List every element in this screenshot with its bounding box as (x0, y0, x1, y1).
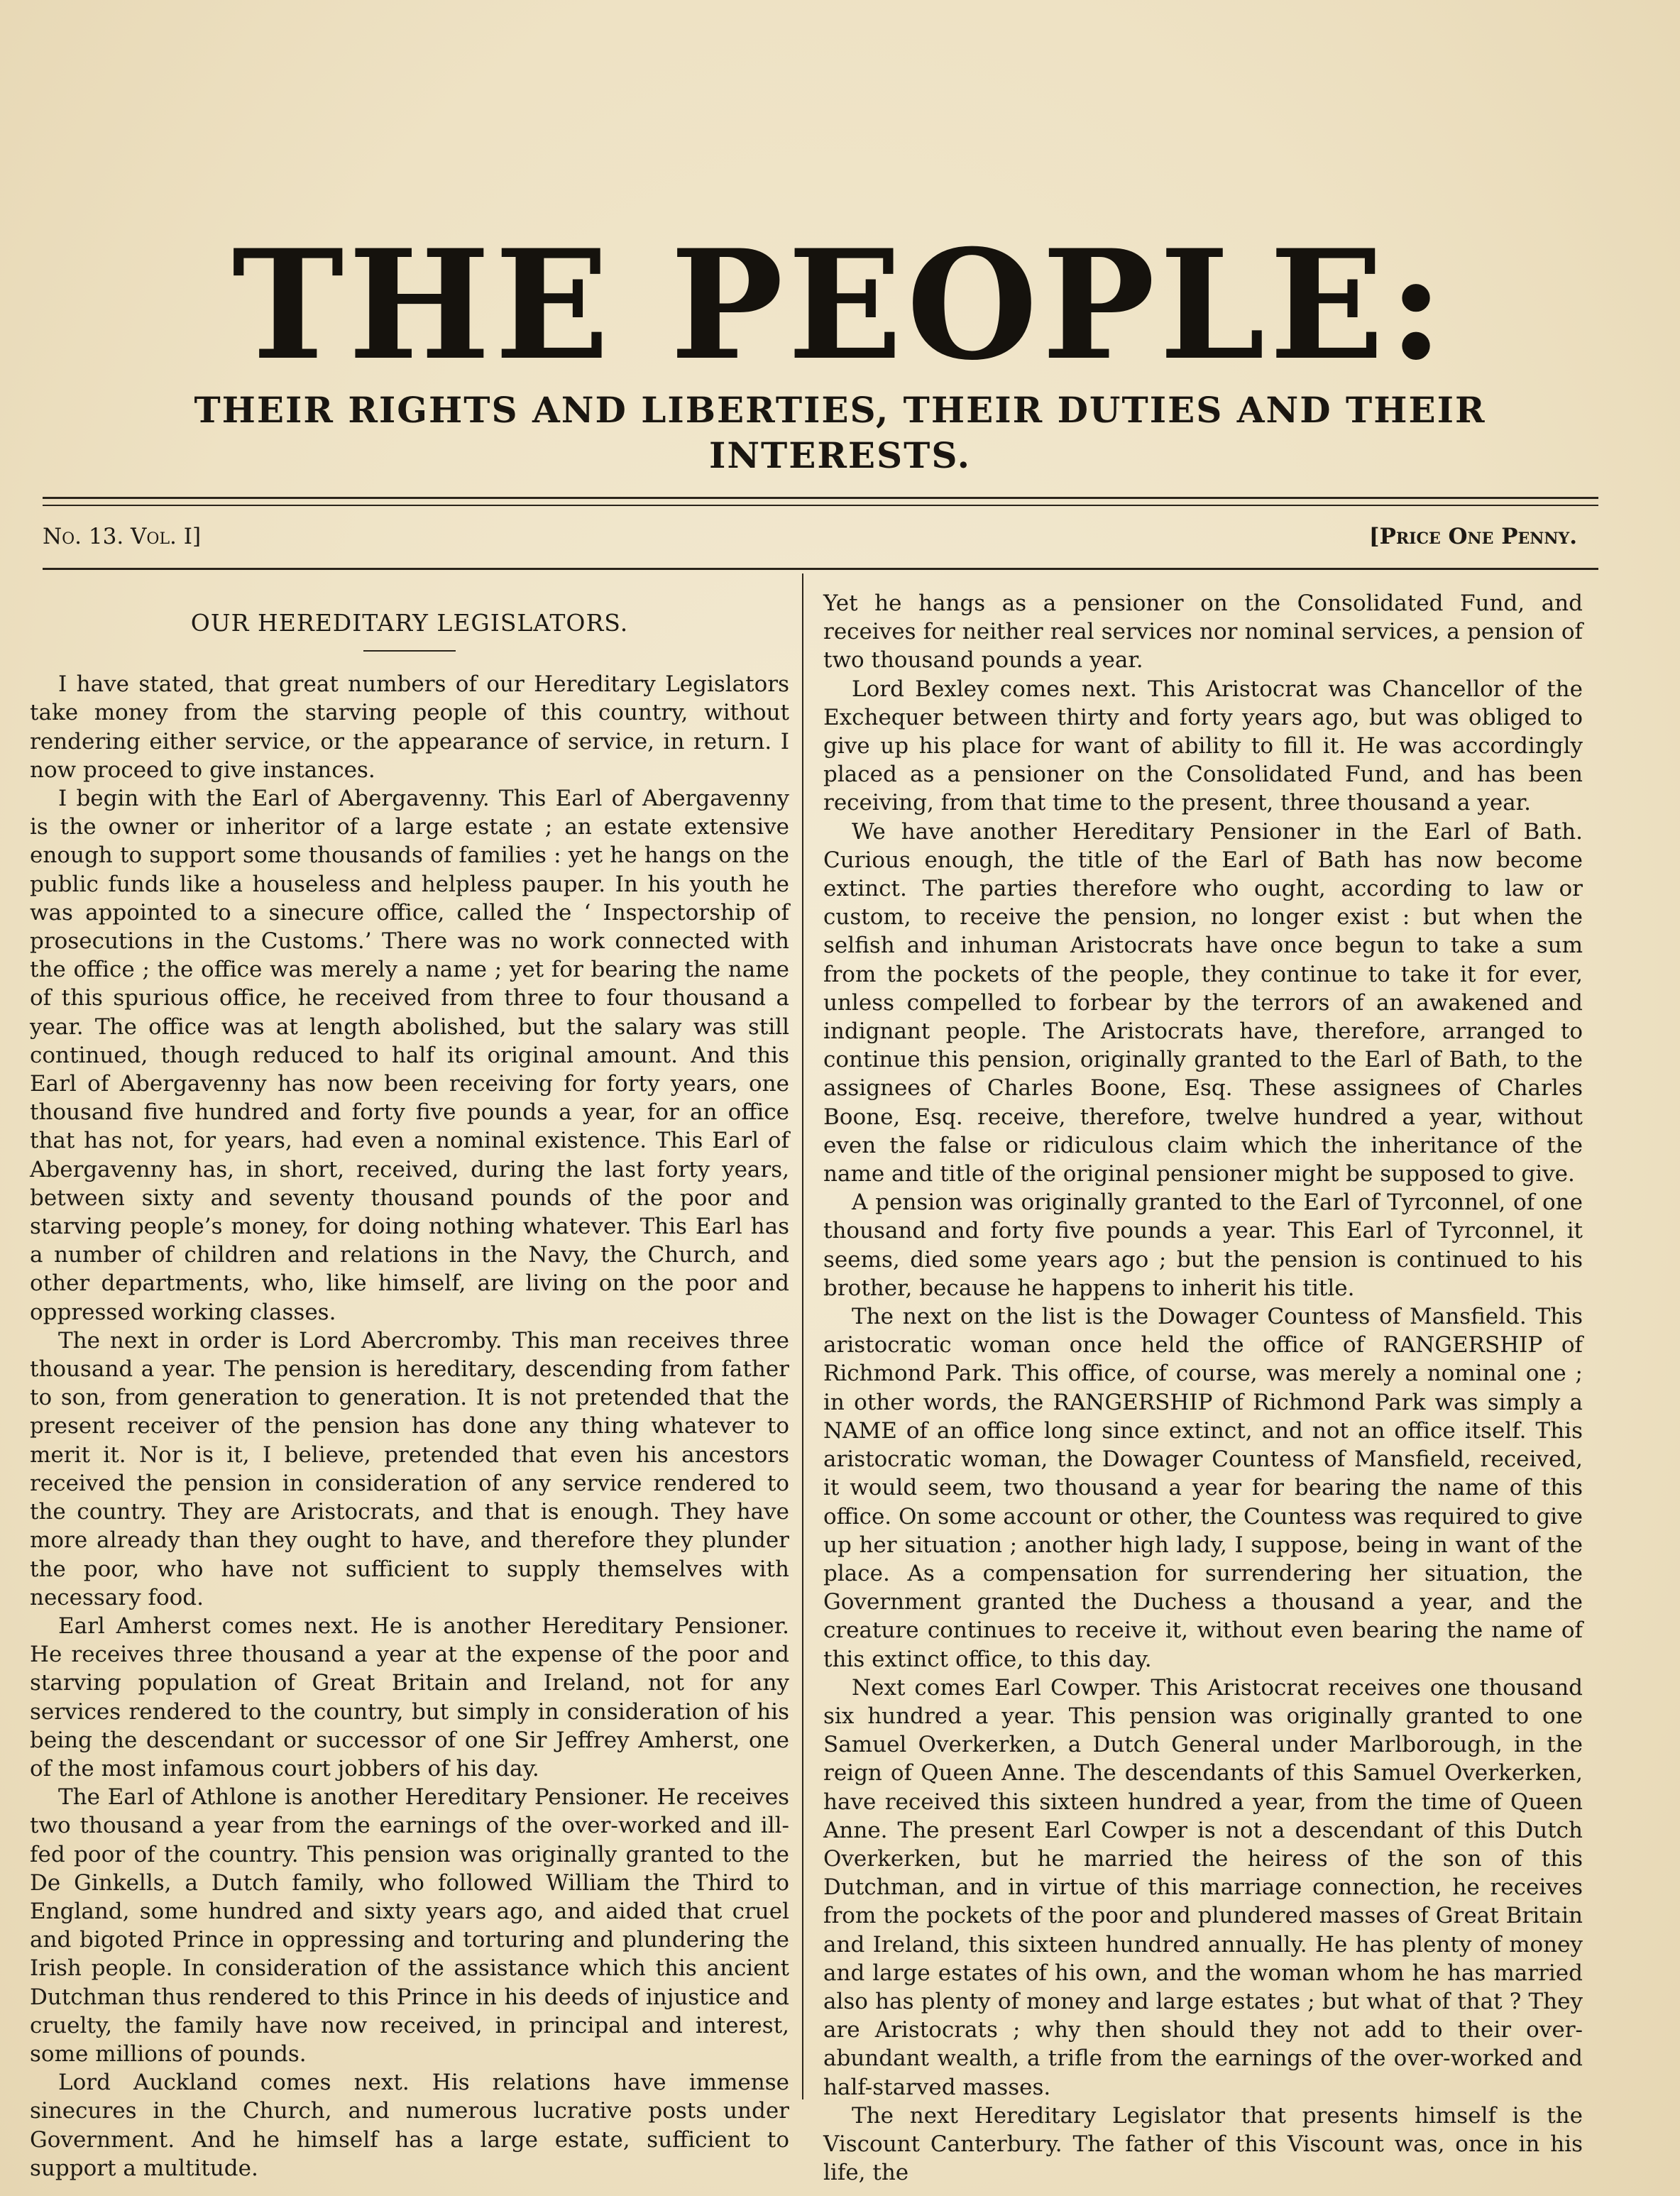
newspaper-subtitle: THEIR RIGHTS AND LIBERTIES, THEIR DUTIES AND THEIR INTERESTS. (194, 389, 1486, 476)
paragraph: The next Hereditary Legislator that presents himself is the Viscount Canterbury. The father of this Viscount was, once in his life, the (823, 2102, 1583, 2186)
issue-line (43, 517, 1598, 559)
masthead-double-rule (43, 497, 1598, 506)
column-divider (802, 573, 803, 2099)
issue-number: No. 13. Vol. I] (43, 524, 202, 549)
issue-rule (43, 568, 1598, 570)
paragraph: The Earl of Athlone is another Hereditary Pensioner. He receives two thousand a year from the earnings of the over-worked and ill-fed poor of the country. This pension was originally granted to the De Ginkells, a Dutch family, who followed William the Third to England, some hundred and sixty years ago, and aided that cruel and bigoted Prince in oppressing and torturing and plundering the Irish people. In consideration of the assistance which this ancient Dutchman thus rendered to this Prince in his deeds of injustice and cruelty, the family have now received, in principal and interest, some millions of pounds. (30, 1784, 789, 2067)
paragraph: Next comes Earl Cowper. This Aristocrat receives one thousand six hundred a year. This pension was originally granted to one Samuel Overkerken, a Dutch General under Marlborough, in the reign of Queen Anne. The descendants of this Samuel Overkerken, have received this sixteen hundred a year, from the time of Queen Anne. The present Earl Cowper is not a descendant of this Dutch Overkerken, but he married the heiress of the son of this Dutchman, and in virtue of this marriage connection, he receives from the pockets of the poor and plundered masses of Great Britain and Ireland, this sixteen hundred annually. He has plenty of money and large estates of his own, and the woman whom he has married also has plenty of money and large estates ; but what of that ? They are Aristocrats ; why then should they not add to their over-abundant wealth, a trifle from the earnings of the over-worked and half-starved masses. (823, 1674, 1583, 2100)
paragraph: I begin with the Earl of Abergavenny. This Earl of Abergavenny is the owner or inheritor of a large estate ; an estate extensive enough to support some thousands of families : yet he hangs on the public funds like a houseless and helpless pauper. In his youth he was appointed to a sinecure office, called the ‘ Inspectorship of prosecutions in the Customs.’ There was no work connected with the office ; the office was merely a name ; yet for bearing the name of this spurious office, he received from three to four thousand a year. The office was at length abolished, but the salary was still continued, though reduced to half its original amount. And this Earl of Abergavenny has now been receiving for forty years, one thousand five hundred and forty five pounds a year, for an office that has not, for years, had even a nominal existence. This Earl of Abergavenny has, in short, received, during the last forty years, between sixty and seventy thousand pounds of the poor and starving people’s money, for doing nothing whatever. This Earl has a number of children and relations in the Navy, the Church, and other departments, who, like himself, are living on the poor and oppressed working classes. (30, 786, 789, 1325)
article-column-left (30, 589, 789, 2181)
paragraph: Lord Auckland comes next. His relations have immense sinecures in the Church, and numerous lucrative posts under Government. And he himself has a large estate, sufficient to support a multitude. (30, 2070, 789, 2181)
newspaper-title: THE PEOPLE: (231, 216, 1449, 393)
paragraph: The next on the list is the Dowager Countess of Mansfield. This aristocratic woman once held the office of RANGERSHIP of Richmond Park. This office, of course, was merely a nominal one ; in other words, the RANGERSHIP of Richmond Park was simply a NAME of an office long since extinct, and not an office itself. This aristocratic woman, the Dowager Countess of Mansfield, received, it would seem, two thousand a year for bearing the name of this office. On some account or other, the Countess was required to give up her situation ; another high lady, I suppose, being in want of the place. As a compensation for surrendering her situation, the Government granted the Duchess a thousand a year, and the creature continues to receive it, without even bearing the name of this extinct office, to this day. (823, 1304, 1583, 1672)
article-heading: OUR HEREDITARY LEGISLATORS. (190, 609, 629, 637)
article-column-right (823, 589, 1583, 2186)
heading-rule (363, 650, 456, 652)
paragraph: Earl Amherst comes next. He is another Hereditary Pensioner. He receives three thousand a year at the expense of the poor and starving population of Great Britain and Ireland, not for any services rendered to the country, but simply in consideration of his being the descendant or successor of one Sir Jeffrey Amherst, one of the most infamous court jobbers of his day. (30, 1613, 789, 1781)
paragraph: We have another Hereditary Pensioner in the Earl of Bath. Curious enough, the title of the Earl of Bath has now become extinct. The parties therefore who ought, according to law or custom, to receive the pension, no longer exist : but when the selfish and inhuman Aristocrats have once begun to take a sum from the pockets of the people, they continue to take it for ever, unless compelled to forbear by the terrors of an awakened and indignant people. The Aristocrats have, therefore, arranged to continue this pension, originally granted to the Earl of Bath, to the assignees of Charles Boone, Esq. These assignees of Charles Boone, Esq. receive, therefore, twelve hundred a year, without even the false or ridiculous claim which the inheritance of the name and title of the original pensioner might be supposed to give. (823, 818, 1583, 1187)
paragraph: A pension was originally granted to the Earl of Tyrconnel, of one thousand and forty five pounds a year. This Earl of Tyrconnel, it seems, died some years ago ; but the pension is continued to his brother, because he happens to inherit his title. (823, 1190, 1583, 1301)
paragraph: Yet he hangs as a pensioner on the Consolidated Fund, and receives for neither real services nor nominal services, a pension of two thousand pounds a year. (823, 591, 1583, 674)
paragraph: Lord Bexley comes next. This Aristocrat was Chancellor of the Exchequer between thirty and forty years ago, but was obliged to give up his place for want of ability to fill it. He was accordingly placed as a pensioner on the Consolidated Fund, and has been receiving, from that time to the present, three thousand a year. (823, 676, 1583, 816)
paragraph: The next in order is Lord Abercromby. This man receives three thousand a year. The pension is hereditary, descending from father to son, from generation to generation. It is not pretended that the present receiver of the pension has done any thing whatever to merit it. Nor is it, I believe, pretended that even his ancestors received the pension in consideration of any service rendered to the country. They are Aristocrats, and that is enough. They have more already than they ought to have, and therefore they plunder the poor, who have not sufficient to supply themselves with necessary food. (30, 1327, 789, 1610)
masthead (43, 216, 1637, 478)
paragraph: I have stated, that great numbers of our Hereditary Legislators take money from the starving people of this country, without rendering either service, or the appearance of service, in return. I now proceed to give instances. (30, 671, 789, 783)
issue-price: [Price One Penny. (1368, 524, 1577, 549)
